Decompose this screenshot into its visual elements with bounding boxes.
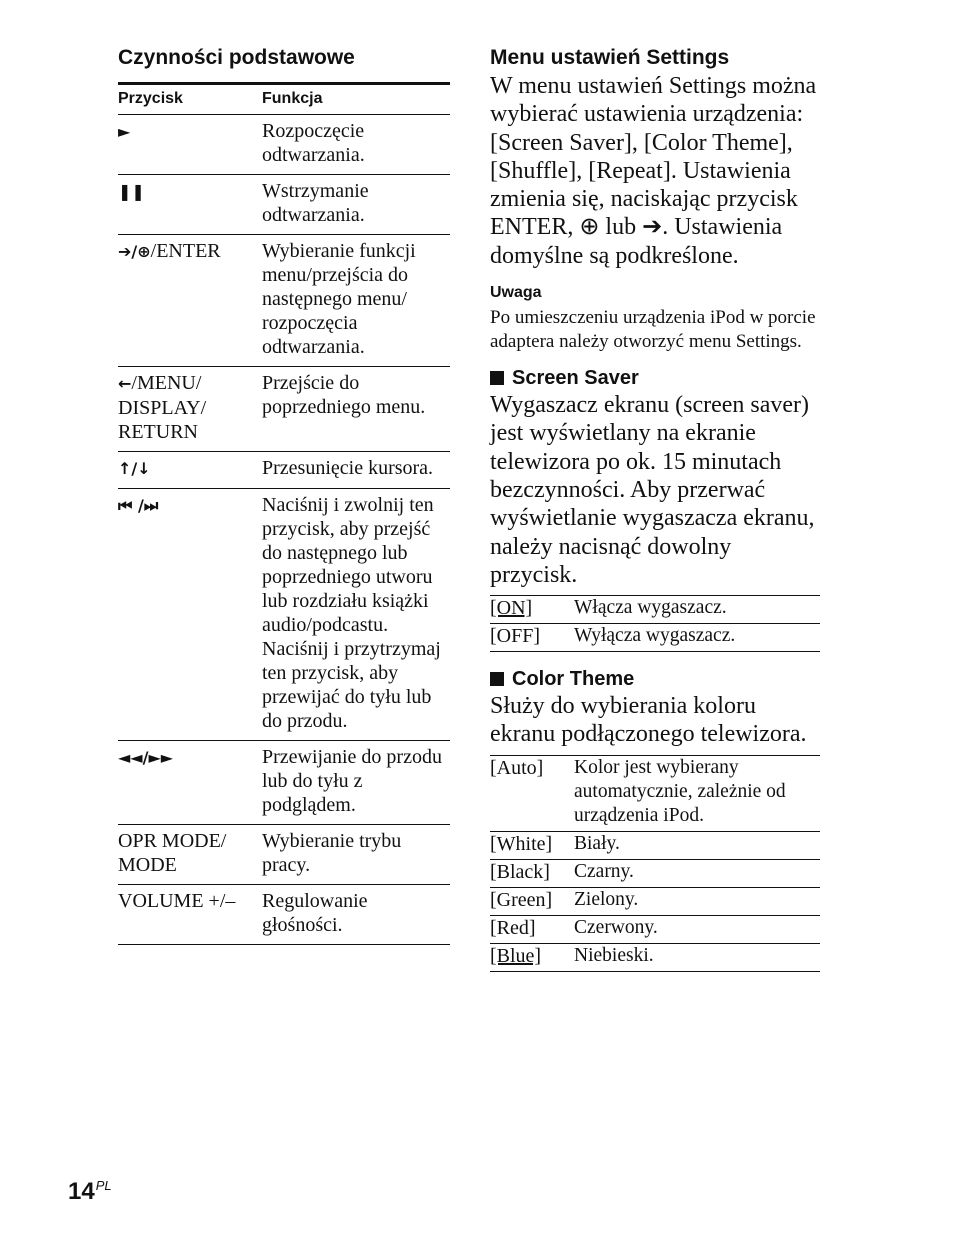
option-row [490,915,820,943]
button-label: OPR MODE/ MODE [118,830,227,876]
button-cell [118,175,262,235]
subheading-screen-saver: Screen Saver [490,365,820,391]
section-heading-basic-operations: Czynności podstawowe [118,46,355,69]
option-row [490,596,820,624]
button-cell [118,741,262,825]
function-cell: Przewijanie do przodu lub do tyłu z podglądem. [262,741,450,825]
option-value [490,859,574,887]
option-label: [Black] [490,860,550,883]
note-label: Uwaga [490,284,542,302]
option-row [490,943,820,971]
option-value [490,887,574,915]
pause-icon: ❚❚ [118,182,145,201]
screen-saver-text: Wygaszacz ekranu (screen saver) jest wyświetlany na ekranie telewizora po ok. 15 minutach bezczynności. Aby przerwać wyświetlanie wygaszacza ekranu, należy nacisnąć dowolny przycisk. [490,392,815,588]
color-theme-text: Służy do wybierania koloru ekranu podłączonego telewizora. [490,693,807,748]
option-label: [Green] [490,888,553,911]
subheading-color-theme: Color Theme [490,666,820,692]
option-value [490,624,574,652]
function-cell: Przesunięcie kursora. [262,452,450,489]
table-row [118,235,450,367]
square-bullet-icon [490,672,504,686]
section-heading-settings-menu: Menu ustawień Settings [490,46,730,69]
option-value [490,755,574,831]
option-value [490,596,574,624]
button-cell [118,489,262,741]
function-cell: Rozpoczęcie odtwarzania. [262,115,450,175]
option-label: [OFF] [490,625,541,648]
table-header-row [118,84,450,115]
settings-intro-text: W menu ustawień Settings można wybierać ustawienia urządzenia: [Screen Saver], [Color Theme], [Shuffle], [Repeat]. Ustawienia zmienia się, naciskając przycisk ENTER, ⊕ lub ➔. Ustawienia domyślne są podkreślone. [490,73,817,269]
note-text: Po umieszczeniu urządzenia iPod w porcie adaptera należy otworzyć menu Settings. [490,307,816,352]
option-label: [White] [490,832,553,855]
arrow-up-down-icon: ↑/↓ [118,459,151,478]
button-cell [118,452,262,489]
button-label: VOLUME +/– [118,890,236,912]
function-cell: Wstrzymanie odtwarzania. [262,175,450,235]
option-row [490,624,820,652]
buttons-table [118,82,450,945]
option-description: Wyłącza wygaszacz. [574,625,736,647]
screen-saver-options-table [490,595,820,652]
rewind-forward-icon: ◄◄/►► [118,748,174,767]
function-cell: Regulowanie głośności. [262,885,450,945]
column-header-function: Funkcja [262,84,450,115]
arrow-right-enter-icon: ➔/⊕ [118,242,151,261]
table-row [118,452,450,489]
function-cell: Naciśnij i zwolnij ten przycisk, aby przejść do następnego lub poprzedniego utworu lub rozdziału książki audio/podcastu. Naciśnij i przytrzymaj ten przycisk, aby przewijać do tyłu lub do przodu. [262,489,450,741]
table-row [118,825,450,885]
option-value [490,915,574,943]
button-label: /MENU/ DISPLAY/ RETURN [118,372,207,443]
skip-prev-next-icon: ⏮ /⏭ [118,496,159,515]
right-column [490,44,820,972]
table-row [118,175,450,235]
option-row [490,831,820,859]
arrow-left-menu-icon: ← [118,374,132,393]
function-cell: Wybieranie trybu pracy. [262,825,450,885]
page-number: $14^{PL}$ [68,1178,112,1205]
table-row [118,489,450,741]
option-description: Czarny. [574,859,820,887]
buttons-table-body [118,115,450,945]
button-cell [118,115,262,175]
button-cell [118,235,262,367]
table-row [118,367,450,452]
button-cell [118,367,262,452]
button-label: /ENTER [150,240,221,262]
option-description: Niebieski. [574,944,654,966]
button-cell [118,825,262,885]
table-row [118,741,450,825]
play-icon: ► [118,122,131,141]
square-bullet-icon [490,371,504,385]
option-value [490,943,574,971]
default-option: [ON] [490,597,533,620]
button-cell [118,885,262,945]
option-description: Kolor jest wybierany automatycznie, zależnie od urządzenia iPod. [574,755,820,831]
option-label: [Red] [490,916,536,939]
option-label: [Auto] [490,756,544,779]
table-row [118,115,450,175]
option-description: Włącza wygaszacz. [574,596,820,624]
table-row [118,885,450,945]
left-column [118,44,450,945]
option-description: Biały. [574,831,820,859]
option-row [490,887,820,915]
option-description: Zielony. [574,887,820,915]
function-cell: Wybieranie funkcji menu/przejścia do następnego menu/ rozpoczęcia odtwarzania. [262,235,450,367]
option-description: Czerwony. [574,915,820,943]
function-cell: Przejście do poprzedniego menu. [262,367,450,452]
option-row [490,755,820,831]
default-option: [Blue] [490,944,542,967]
option-row [490,859,820,887]
color-theme-options-table [490,755,820,972]
column-header-button: Przycisk [118,84,262,115]
option-value [490,831,574,859]
